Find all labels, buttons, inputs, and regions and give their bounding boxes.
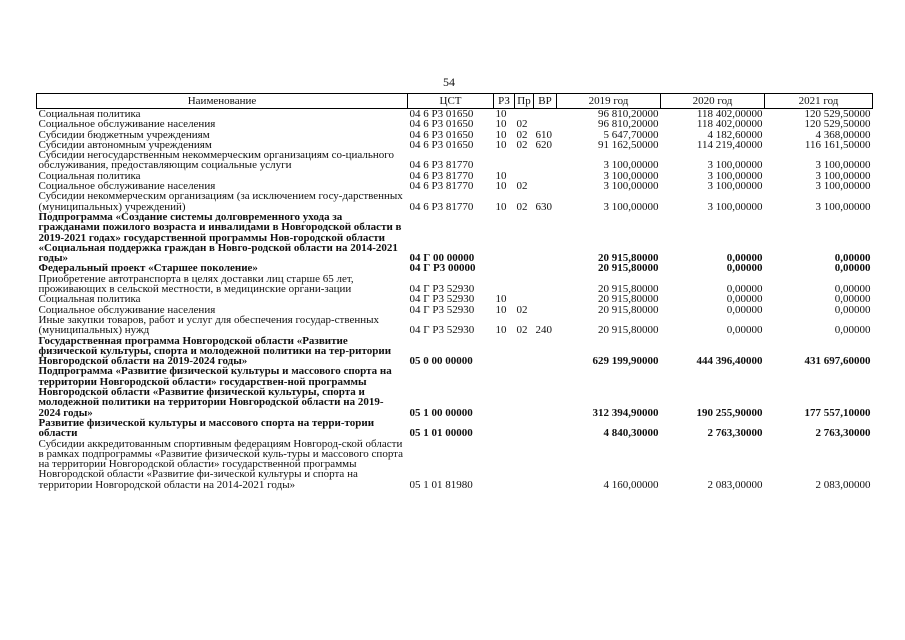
cell-name: Развитие физической культуры и массового спорта на терри-тории области — [38, 416, 375, 440]
cell-pr — [515, 439, 534, 490]
table-row — [37, 366, 873, 417]
cell-vr — [534, 212, 557, 263]
cell-rz: 10 — [495, 293, 507, 306]
cell-2019: 20 915,80000 — [598, 262, 659, 275]
cell-name: Иные закупки товаров, работ и услуг для обеспечения государ-ственных (муниципальных) нужд — [38, 313, 380, 337]
table-row — [37, 212, 873, 263]
cell-rz — [494, 150, 515, 171]
cell-rz: 10 — [495, 108, 507, 120]
cell-name: Субсидии некоммерческим организациям (за исключением госу-дарственных (муниципальных) учреждений) — [38, 190, 403, 213]
cell-vr — [534, 263, 557, 273]
cell-cst: 04 Г Р3 52930 — [409, 293, 475, 306]
header-pr: Пр — [515, 94, 534, 109]
cell-cst: 04 6 Р3 81770 — [409, 200, 474, 213]
cell-2019: 20 915,80000 — [598, 303, 659, 316]
cell-2021: 0,00000 — [834, 324, 871, 337]
cell-2021: 2 083,00000 — [815, 478, 871, 491]
cell-cst: 04 6 Р3 01650 — [409, 108, 474, 120]
cell-2019: 96 810,20000 — [598, 118, 659, 131]
cell-name: Социальная политика — [38, 108, 141, 120]
cell-pr — [515, 263, 534, 273]
cell-2019: 629 199,90000 — [592, 355, 659, 368]
cell-vr — [534, 366, 557, 417]
cell-2020: 3 100,00000 — [707, 159, 763, 172]
cell-cst: 05 1 00 00000 — [409, 406, 473, 419]
cell-2020: 444 396,40000 — [696, 355, 763, 368]
cell-2021: 120 529,50000 — [804, 118, 871, 131]
cell-name: Государственная программа Новгородской области «Развитие физической культуры, спорта и молодежной политики на тер-ритории Новгородской области на 2019-2024 годы» — [38, 334, 392, 368]
cell-2020: 0,00000 — [726, 252, 763, 265]
cell-rz — [494, 274, 515, 295]
budget-table — [36, 93, 873, 490]
cell-rz: 10 — [495, 180, 507, 193]
cell-vr — [534, 418, 557, 439]
cell-name: Субсидии автономным учреждениям — [38, 138, 212, 151]
cell-vr — [534, 109, 557, 120]
header-rz: РЗ — [494, 94, 515, 109]
cell-name: Социальная политика — [38, 293, 141, 306]
cell-pr: 02 — [516, 128, 528, 141]
cell-cst: 04 Г Р3 00000 — [409, 262, 476, 275]
cell-rz — [494, 336, 515, 367]
table-row — [37, 439, 873, 490]
cell-cst: 04 Г 00 00000 — [409, 252, 475, 265]
cell-2019: 20 915,80000 — [598, 283, 659, 296]
cell-cst: 04 Г Р3 52930 — [409, 324, 475, 337]
cell-2020: 114 219,40000 — [696, 138, 763, 151]
cell-2019: 3 100,00000 — [603, 169, 659, 182]
cell-cst: 05 1 01 00000 — [409, 427, 473, 440]
cell-2020: 0,00000 — [726, 303, 763, 316]
cell-2019: 20 915,80000 — [598, 252, 659, 265]
cell-vr: 610 — [535, 128, 552, 141]
cell-name: Субсидии аккредитованным спортивным федерациям Новгород-ской области в рамках подпрограммы «Развитие физической куль-туры и массового спорта на территории Новгородской области» государственной программы Новгородской области «Развитие фи-зической культуры и спорта на территории Новгородской области на 2014-2021 годы» — [38, 437, 403, 491]
cell-rz — [494, 366, 515, 417]
cell-2021: 0,00000 — [834, 303, 871, 316]
cell-2019: 3 100,00000 — [603, 159, 659, 172]
cell-name: Приобретение автотранспорта в целях доставки лиц старше 65 лет, проживающих в сельской местности, в медицинские органи-зации — [38, 272, 354, 296]
cell-2021: 120 529,50000 — [804, 108, 871, 120]
header-2019: 2019 год — [557, 94, 661, 109]
cell-vr — [534, 294, 557, 304]
cell-2021: 3 100,00000 — [815, 159, 871, 172]
cell-2021: 0,00000 — [834, 293, 871, 306]
cell-2019: 91 162,50000 — [598, 138, 659, 151]
cell-2021: 0,00000 — [834, 283, 871, 296]
cell-cst: 04 6 Р3 01650 — [409, 138, 474, 151]
cell-cst: 04 6 Р3 01650 — [409, 128, 474, 141]
cell-pr: 02 — [516, 118, 528, 131]
cell-cst: 04 Г Р3 52930 — [409, 283, 475, 296]
cell-2019: 3 100,00000 — [603, 180, 659, 193]
cell-2021: 0,00000 — [834, 262, 871, 275]
cell-pr: 02 — [516, 200, 528, 213]
cell-pr: 02 — [516, 303, 528, 316]
cell-2021: 3 100,00000 — [815, 200, 871, 213]
cell-name: Социальное обслуживание населения — [38, 303, 216, 316]
cell-rz — [494, 212, 515, 263]
cell-2020: 0,00000 — [726, 262, 763, 275]
cell-rz: 10 — [495, 303, 507, 316]
cell-vr — [534, 305, 557, 315]
cell-2021: 3 100,00000 — [815, 169, 871, 182]
cell-rz: 10 — [495, 138, 507, 151]
cell-vr: 240 — [535, 324, 552, 337]
cell-pr — [515, 418, 534, 439]
cell-2020: 4 182,60000 — [707, 128, 763, 141]
cell-cst: 04 6 Р3 81770 — [409, 169, 474, 182]
cell-vr — [534, 181, 557, 191]
cell-vr — [534, 439, 557, 490]
cell-2019: 3 100,00000 — [603, 200, 659, 213]
cell-2019: 96 810,20000 — [598, 108, 659, 120]
cell-2020: 118 402,00000 — [696, 118, 763, 131]
cell-cst: 05 0 00 00000 — [409, 355, 473, 368]
cell-vr: 620 — [535, 138, 552, 151]
table-row — [37, 336, 873, 367]
cell-name: Субсидии негосударственным некоммерческим организациям со-циального обслуживания, предоставляющим социальные услуги — [38, 149, 395, 172]
cell-vr — [534, 150, 557, 171]
table-row — [37, 315, 873, 336]
cell-pr — [515, 366, 534, 417]
cell-2021: 0,00000 — [834, 252, 871, 265]
cell-2021: 431 697,60000 — [804, 355, 871, 368]
cell-cst: 05 1 01 81980 — [409, 478, 473, 491]
cell-2021: 116 161,50000 — [804, 138, 871, 151]
cell-2019: 20 915,80000 — [598, 324, 659, 337]
table-body — [37, 109, 873, 490]
cell-2021: 177 557,10000 — [804, 406, 871, 419]
header-cst: ЦСТ — [408, 94, 494, 109]
cell-name: Федеральный проект «Старшее поколение» — [38, 262, 258, 275]
cell-2020: 190 255,90000 — [696, 406, 763, 419]
cell-pr: 02 — [516, 324, 528, 337]
cell-cst: 04 6 Р3 81770 — [409, 159, 474, 172]
cell-name: Социальное обслуживание населения — [38, 118, 216, 131]
cell-2020: 2 763,30000 — [707, 427, 763, 440]
cell-name: Социальное обслуживание населения — [38, 180, 216, 193]
cell-2021: 2 763,30000 — [815, 427, 871, 440]
cell-rz: 10 — [495, 200, 507, 213]
cell-cst: 04 6 Р3 81770 — [409, 180, 474, 193]
cell-pr: 02 — [516, 138, 528, 151]
cell-rz — [494, 418, 515, 439]
cell-pr — [515, 336, 534, 367]
cell-2020: 0,00000 — [726, 324, 763, 337]
table-header-row — [37, 94, 873, 109]
cell-rz — [494, 439, 515, 490]
cell-2019: 5 647,70000 — [603, 128, 659, 141]
cell-vr — [534, 274, 557, 295]
cell-rz: 10 — [495, 324, 507, 337]
cell-name: Подпрограмма «Создание системы долговременного ухода за гражданами пожилого возраста и инвалидами в Новгородской области в 2019-2021 годах» государственной программы Нов-городской области «Социальная поддержка граждан в Новго-родской области на 2014-2021 годы» — [38, 210, 402, 265]
cell-2020: 3 100,00000 — [707, 200, 763, 213]
cell-rz: 10 — [495, 169, 507, 182]
header-vr: ВР — [534, 94, 557, 109]
cell-2020: 2 083,00000 — [707, 478, 763, 491]
table-row — [37, 191, 873, 212]
cell-cst: 04 6 Р3 01650 — [409, 118, 474, 131]
cell-2021: 3 100,00000 — [815, 180, 871, 193]
cell-pr — [515, 212, 534, 263]
header-2021: 2021 год — [765, 94, 873, 109]
cell-rz: 10 — [495, 128, 507, 141]
cell-rz — [494, 263, 515, 273]
cell-cst: 04 Г Р3 52930 — [409, 303, 475, 316]
cell-2020: 3 100,00000 — [707, 169, 763, 182]
cell-2019: 312 394,90000 — [592, 406, 659, 419]
cell-2020: 118 402,00000 — [696, 108, 763, 120]
cell-2020: 3 100,00000 — [707, 180, 763, 193]
header-name: Наименование — [37, 94, 408, 109]
cell-2019: 4 840,30000 — [603, 427, 659, 440]
cell-2019: 20 915,80000 — [598, 293, 659, 306]
cell-name: Субсидии бюджетным учреждениям — [38, 128, 210, 141]
cell-2020: 0,00000 — [726, 293, 763, 306]
cell-name: Подпрограмма «Развитие физической культуры и массового спорта на территории Новгородской области» государствен-ной программы Новгородской области «Развитие физической культуры, спорта и молодежной политики на территории Новгородской области на 2019-2024 годы» — [38, 365, 392, 419]
cell-vr — [534, 171, 557, 181]
table-row — [37, 150, 873, 171]
cell-pr — [515, 150, 534, 171]
header-2020: 2020 год — [661, 94, 765, 109]
cell-2021: 4 368,00000 — [815, 128, 871, 141]
cell-pr: 02 — [516, 180, 528, 193]
cell-2020: 0,00000 — [726, 283, 763, 296]
page-number: 54 — [443, 75, 455, 89]
cell-name: Социальная политика — [38, 169, 141, 182]
table-row — [37, 418, 873, 439]
table-row — [37, 274, 873, 295]
cell-rz: 10 — [495, 118, 507, 131]
cell-2019: 4 160,00000 — [603, 478, 659, 491]
cell-vr: 630 — [535, 200, 552, 213]
cell-pr — [515, 274, 534, 295]
cell-vr — [534, 336, 557, 367]
